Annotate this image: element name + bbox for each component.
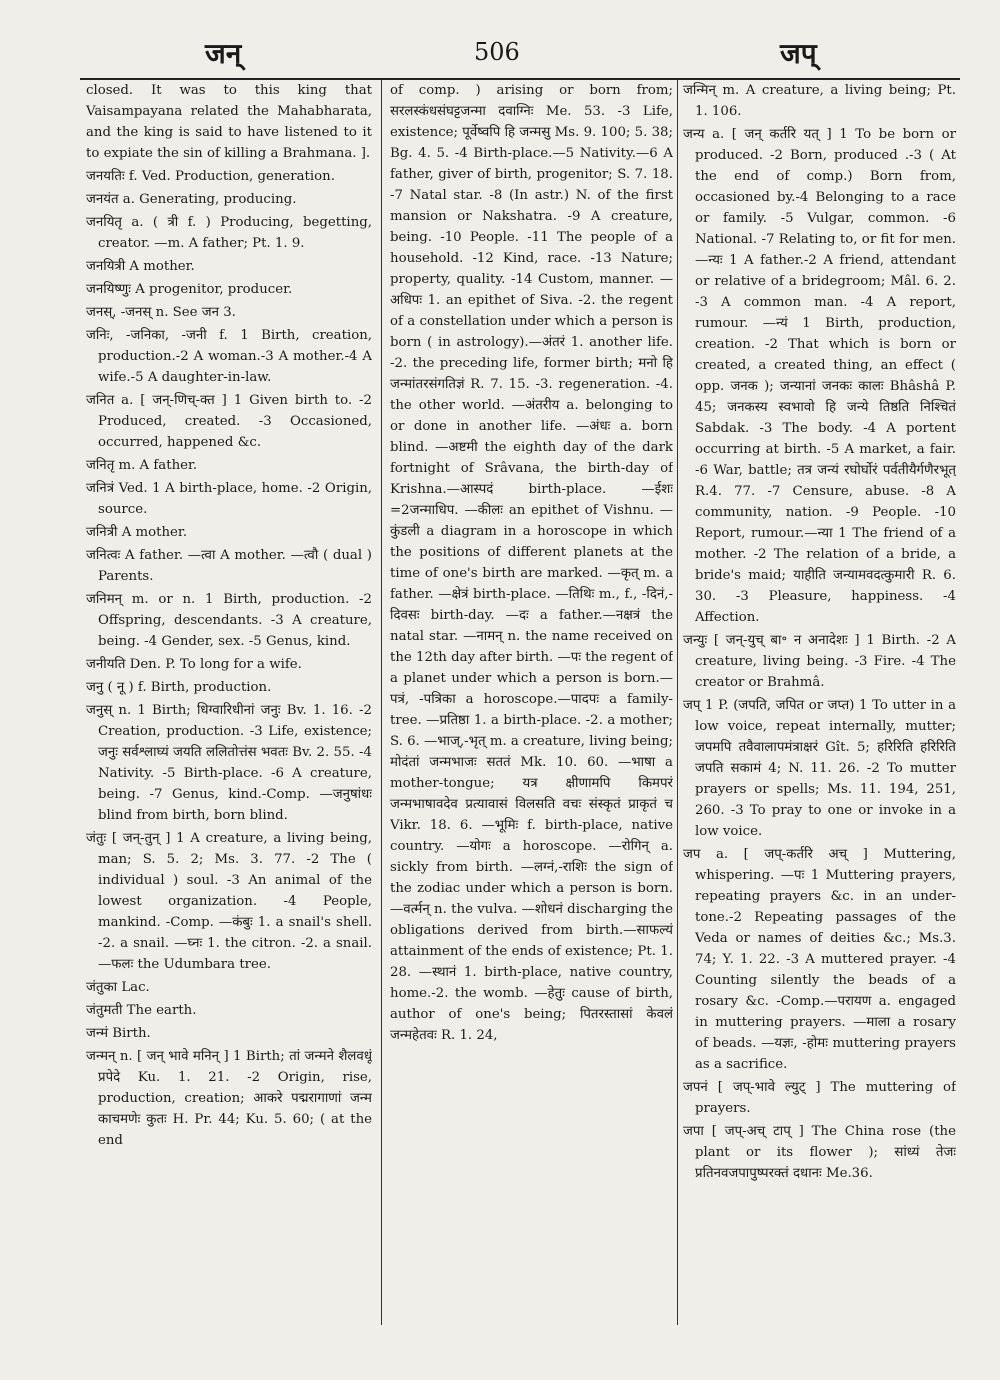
dictionary-entry: जनयिष्णुः A progenitor, producer. [86, 282, 293, 297]
dictionary-entry: जनितृ m. A father. [86, 458, 198, 473]
dictionary-entry: जन्युः [ जन्-युच् बा॰ न अनादेशः ] 1 Birth. -2 A creature, living being. -3 Fire. -4 The creator or Brahmâ. [683, 633, 956, 690]
dictionary-entry: closed. It was to this king that Vaisampayana related the Mahabharata, and the king is said to have listened to it to expiate the sin of killing a Brahmana. ]. [86, 83, 372, 161]
dictionary-entry: जंतुमती The earth. [86, 1003, 197, 1018]
dictionary-entry: जप a. [ जप्-कर्तरि अच् ] Muttering, whispering. —पः 1 Muttering prayers, repeating prayers &c. in an under-tone.-2 Repeating passages of the Veda or names of deities &c.; Ms.3. 74; Y. 1. 22. -3 A muttered prayer. -4 Counting silently the beads of a rosary &c. -Comp.—परायण a. engaged in muttering prayers. —माला a rosary of beads. —यज्ञः, -होमः muttering prayers as a sacrifice. [683, 847, 956, 1072]
dictionary-entry: of comp. ) arising or born from; सरलस्कंधसंघट्टजन्मा दवाग्निः Me. 53. -3 Life, existence; पूर्वेष्वपि हि जन्मसु Ms. 9. 100; 5. 38; Bg. 4. 5. -4 Birth-place.—5 Nativity.—6 A father, giver of birth, progenitor; S. 7. 18. -7 Natal star. -8 (In astr.) N. of the first mansion or Nakshatra. -9 A creature, being. -10 People. -11 The people of a household. -12 Kind, race. -13 Nature; property, quality. -14 Custom, manner. —अधिपः 1. an epithet of Siva. -2. the regent of a constellation under which a person is born ( in astrology).—अंतरं 1. another life. -2. the preceding life, former birth; मनो हि जन्मांतरसंगतिज्ञं R. 7. 15. -3. regeneration. -4. the other world. —अंतरीय a. belonging to or done in another life. —अंधः a. born blind. —अष्टमी the eighth day of the dark fortnight of Srâvana, the birth-day of Krishna.—आस्पदं birth-place. —ईशः =2जन्माधिप. —कीलः an epithet of Vishnu. —कुंडली a diagram in a horoscope in which the positions of different planets at the time of one's birth are marked. —कृत् m. a father. —क्षेत्रं birth-place. —तिथिः m., f., -दिनं,-दिवसः birth-day. —दः a father.—नक्षत्रं the natal star. —नामन् n. the name received on the 12th day after birth. —पः the regent of a planet under which a person is born.—पत्रं, -पत्रिका a horoscope.—पादपः a family-tree. —प्रतिष्ठा 1. a birth-place. -2. a mother; S. 6. —भाज्,-भृत् m. a creature, living being; मोदंतां जन्मभाजः सततं Mk. 10. 60. —भाषा a mother-tongue; यत्र क्षीणामपि किमपरं जन्मभाषावदेव प्रत्यावासं विलसति वचः संस्कृतं प्राकृतं च Vikr. 18. 6. —भूमिः f. birth-place, native country. —योगः a horoscope. —रोगिन् a. sickly from birth. —लग्नं,-राशिः the sign of the zodiac under which a person is born. —वर्त्मन् n. the vulva. —शोधनं discharging the obligations derived from birth.—साफल्यं attainment of the ends of existence; Pt. 1. 28. —स्थानं 1. birth-place, native country, home.-2. the womb. —हेतुः cause of birth, author of one's being; पितरस्तासां केवलं जन्महेतवः R. 1. 24, [390, 83, 673, 1043]
header-right-guideword: जप् [780, 37, 817, 70]
dictionary-entry: जन्मिन् m. A creature, a living being; Pt. 1. 106. [683, 83, 956, 119]
dictionary-entry: जनित a. [ जन्-णिच्-क्त ] 1 Given birth to. -2 Produced, created. -3 Occasioned, occurred, happened &c. [86, 393, 372, 450]
dictionary-entry: जनीयति Den. P. To long for a wife. [86, 657, 302, 672]
dictionary-entry: जंतुका Lac. [86, 980, 150, 995]
column-right [683, 80, 956, 1325]
dictionary-entry: जनयित्री A mother. [86, 259, 195, 274]
page-number: 506 [474, 38, 520, 66]
dictionary-entry: जनयतिः f. Ved. Production, generation. [86, 169, 335, 184]
dictionary-entry: जन्य a. [ जन् कर्तरि यत् ] 1 To be born or produced. -2 Born, produced .-3 ( At the end of comp.) Born from, occasioned by.-4 Belonging to a race or family. -5 Vulgar, common. -6 National. -7 Relating to, or fit for men. —न्यः 1 A father.-2 A friend, attendant or relative of a bridegroom; Mâl. 6. 2. -3 A common man. -4 A report, rumour. —न्यं 1 Birth, production, creation. -2 That which is born or created, a created thing, an effect ( opp. जनक ); जन्यानां जनकः कालः Bhâshâ P. 45; जनकस्य स्वभावो हि जन्ये तिष्ठति निश्चितं Sabdak. -3 The body. -4 A portent occurring at birth. -5 A market, a fair. -6 War, battle; तत्र जन्यं रघोर्घोरं पर्वतीयैर्गणैरभूत् R.4. 77. -7 Censure, abuse. -8 A community, nation. -9 People. -10 Report, rumour.—न्या 1 The friend of a mother. -2 The relation of a bride, a bride's maid; याहीति जन्यामवदत्कुमारी R. 6. 30. -3 Pleasure, happiness. -4 Affection. [683, 127, 956, 625]
dictionary-entry: जन्मं Birth. [86, 1026, 151, 1041]
dictionary-entry: जप् 1 P. (जपति, जपित or जप्त) 1 To utter in a low voice, repeat internally, mutter; जपमपि तवैवालापमंत्राक्षरं Gît. 5; हरिरिति हरिरिति जपति सकामं 4; N. 11. 26. -2 To mutter prayers or spells; Ms. 11. 194, 251, 260. -3 To pray to one or invoke in a low voice. [683, 698, 956, 839]
dictionary-entry: जन्मन् n. [ जन् भावे मनिन् ] 1 Birth; तां जन्मने शैलवधूं प्रपेदे Ku. 1. 21. -2 Origin, rise, production, creation; आकरे पद्मरागाणां जन्म काचमणेः कुतः H. Pr. 44; Ku. 5. 60; ( at the end [86, 1049, 372, 1148]
column-left [86, 80, 372, 1325]
column-divider [677, 80, 678, 1325]
dictionary-entry: जनिमन् m. or n. 1 Birth, production. -2 Offspring, descendants. -3 A creature, being. -4 Gender, sex. -5 Genus, kind. [86, 592, 372, 649]
dictionary-entry: जनयंत a. Generating, producing. [86, 192, 297, 207]
dictionary-entry: जंतुः [ जन्-तुन् ] 1 A creature, a living being, man; S. 5. 2; Ms. 3. 77. -2 The ( individual ) soul. -3 An animal of the lowest organization. -4 People, mankind. -Comp. —कंबुः 1. a snail's shell. -2. a snail. —घ्नः 1. the citron. -2. a snail. —फलः the Udumbara tree. [86, 831, 372, 972]
dictionary-entry: जपनं [ जप्-भावे ल्युट् ] The muttering of prayers. [683, 1080, 956, 1116]
dictionary-entry: जनु ( नू ) f. Birth, production. [86, 680, 272, 695]
header-left-guideword: जन् [205, 37, 242, 70]
dictionary-entry: जपा [ जप्-अच् टाप् ] The China rose (the plant or its flower ); सांध्यं तेजः प्रतिनवजपापुष्परक्तं दधानः Me.36. [683, 1124, 956, 1181]
dictionary-entry: जनित्वः A father. —त्वा A mother. —त्वौ ( dual ) Parents. [86, 548, 372, 584]
dictionary-entry: जनयितृ a. ( त्री f. ) Producing, begetting, creator. —m. A father; Pt. 1. 9. [86, 215, 372, 251]
dictionary-entry: जनित्रं Ved. 1 A birth-place, home. -2 Origin, source. [86, 481, 372, 517]
dictionary-entry: जनित्री A mother. [86, 525, 188, 540]
column-divider [381, 80, 382, 1325]
dictionary-entry: जनिः, -जनिका, -जनी f. 1 Birth, creation, production.-2 A woman.-3 A mother.-4 A wife.-5 A daughter-in-law. [86, 328, 372, 385]
column-middle [390, 80, 673, 1325]
dictionary-entry: जनस्, -जनस् n. See जन 3. [86, 305, 236, 320]
dictionary-entry: जनुस् n. 1 Birth; धिग्वारिधीनां जनुः Bv. 1. 16. -2 Creation, production. -3 Life, existence; जनुः सर्वश्लाघ्यं जयति ललितोत्तंस भवतः Bv. 2. 55. -4 Nativity. -5 Birth-place. -6 A creature, being. -7 Genus, kind.-Comp. —जनुषांधः blind from birth, born blind. [86, 703, 372, 823]
